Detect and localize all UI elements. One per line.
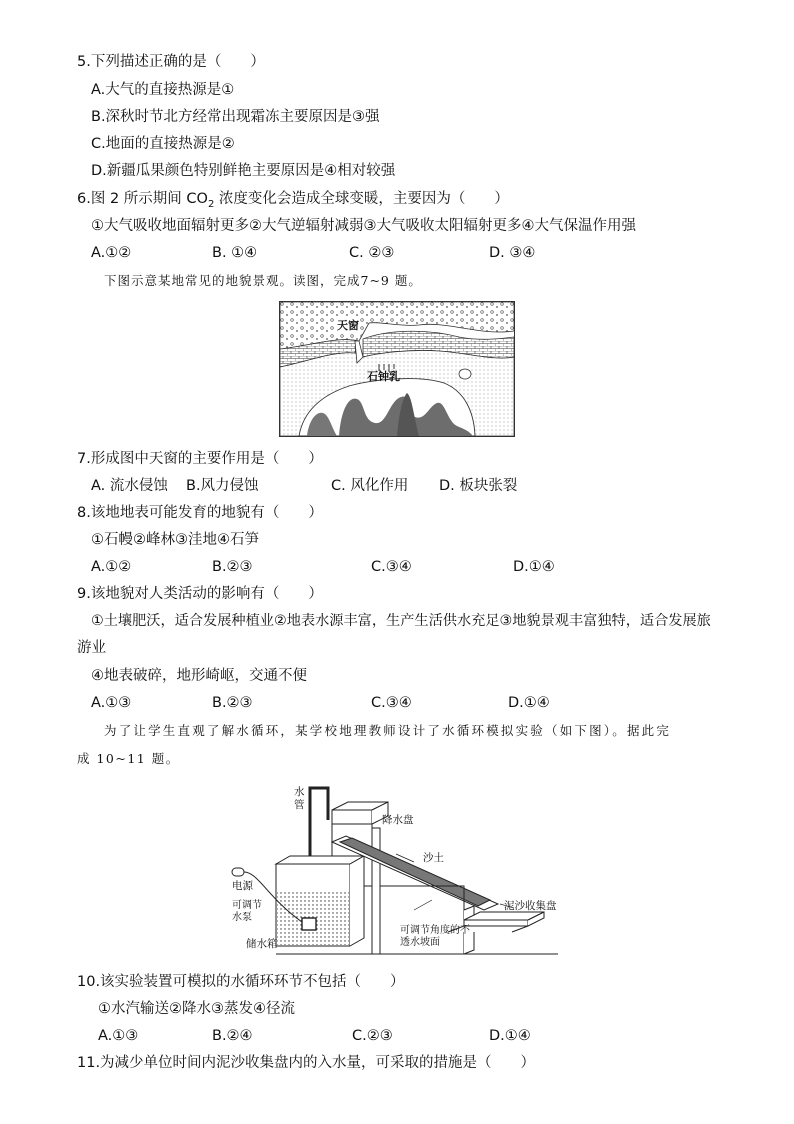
label-tianchuang: 天窗 [337,319,359,332]
q8-items: ①石幔②峰林③洼地④石笋 [91,532,259,548]
label-shuibeng: 可调节水泵 [232,900,262,923]
q6-items: ①大气吸收地面辐射更多②大气逆辐射减弱③大气吸收太阳辐射更多④大气保温作用强 [91,218,636,234]
q10-option-d: D.①④ [489,1028,531,1044]
q7-option-b: B.风力侵蚀 [186,478,259,494]
q6-stem-sub: 2 [207,198,215,210]
q8-option-c: C.③④ [371,559,412,575]
q10-option-c: C.②③ [352,1028,393,1044]
label-shatu: 沙土 [423,852,444,864]
q7-option-a: A. 流水侵蚀 [91,478,168,494]
q6-stem-pre: 6.图 2 所示期间 CO [77,191,208,207]
q9-option-b: B.②③ [212,695,253,711]
label-dianyuan: 电源 [232,880,253,892]
q11-stem: 11.为减少单位时间内泥沙收集盘内的入水量，可采取的措施是（ ） [77,1055,536,1071]
label-popian: 可调节角度的不透水坡面 [400,925,470,948]
intro-7-9: 下图示意某地常见的地貌景观。读图，完成7~9 题。 [104,273,422,288]
q5-option-c: C.地面的直接热源是② [91,136,235,152]
q6-stem [77,190,509,214]
q7-option-c: C. 风化作用 [331,478,409,494]
label-chushuixiang: 储水箱 [246,938,278,950]
intro-10-11-line2: 成 10~11 题。 [77,751,180,766]
q10-option-b: B.②④ [212,1028,253,1044]
karst-figure [279,301,515,437]
q9-option-c: C.③④ [371,695,412,711]
water-cycle-diagram [228,780,563,955]
q6-option-c: C. ②③ [349,245,395,261]
q8-stem: 8.该地地表可能发育的地貌有（ ） [77,505,323,521]
q6-option-b: B. ①④ [212,245,258,261]
q10-option-a: A.①③ [98,1028,139,1044]
q9-stem: 9.该地貌对人类活动的影响有（ ） [77,586,323,602]
q8-option-d: D.①④ [513,559,555,575]
q5-option-b: B.深秋时节北方经常出现霜冻主要原因是③强 [91,109,380,125]
q5-option-a: A.大气的直接热源是① [91,82,235,98]
q6-stem-post: 浓度变化会造成全球变暖，主要因为（ ） [214,191,509,207]
q5-option-d: D.新疆瓜果颜色特别鲜艳主要原因是④相对较强 [91,163,396,179]
label-jiangshuipan: 降水盘 [382,814,414,826]
label-shizhongru: 石钟乳 [367,370,400,383]
q9-items-line1: ①土壤肥沃，适合发展种植业②地表水源丰富，生产生活供水充足③地貌景观丰富独特，适合发展旅 [91,613,711,629]
q6-option-a: A.①② [91,245,132,261]
q10-stem: 10.该实验装置可模拟的水循环环节不包括（ ） [77,974,405,990]
q10-items: ①水汽输送②降水③蒸发④径流 [98,1001,295,1017]
q8-option-a: A.①② [91,559,132,575]
q7-option-d: D. 板块张裂 [439,478,518,494]
label-shuiguan: 水管 [294,786,305,811]
intro-10-11-line1: 为了让学生直观了解水循环，某学校地理教师设计了水循环模拟实验（如下图）。据此完 [104,723,672,738]
q8-option-b: B.②③ [212,559,253,575]
q9-items-line1-cont: 游业 [77,640,106,656]
label-nisha: 泥沙收集盘 [504,900,557,912]
q9-option-a: A.①③ [91,695,132,711]
q6-option-d: D. ③④ [489,245,536,261]
water-cycle-figure [228,780,563,955]
q7-stem: 7.形成图中天窗的主要作用是（ ） [77,451,323,467]
q5-stem: 5.下列描述正确的是（ ） [77,54,265,70]
q9-option-d: D.①④ [508,695,550,711]
q9-items-line2: ④地表破碎，地形崎岖，交通不便 [91,668,307,684]
